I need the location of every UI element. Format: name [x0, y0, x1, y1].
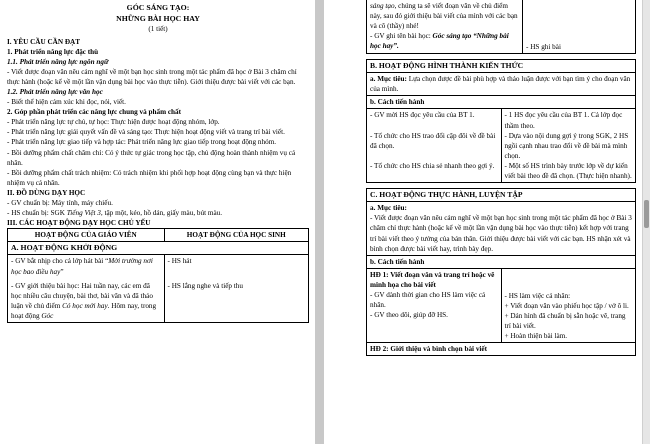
objective-line: - Biết thể hiện cảm xúc khi đọc, nói, viết.	[7, 98, 126, 107]
hs-prep-suffix: , tập một, kéo, hồ dán, giấy màu, bút màu.	[100, 209, 223, 218]
objective-line: 2. Góp phần phát triển các năng lực chung và phẩm chất	[7, 108, 182, 117]
section-c-heading: C. HOẠT ĐỘNG THỰC HÀNH, LUYỆN TẬP	[367, 189, 636, 202]
hs-note: - HS ghi bài	[526, 43, 561, 51]
gv2-text: - GV giới thiệu bài học: Hai tuần nay, các em đã học nhiều câu chuyện, bài thơ, bài văn và đã thảo luận về chủ điểm	[11, 281, 153, 310]
lesson-title-line1: GÓC SÁNG TẠO:	[126, 3, 190, 12]
objective-c	[367, 202, 636, 255]
student-b-cell	[501, 109, 636, 183]
procedure-c-heading: b. Cách tiến hành	[367, 255, 636, 268]
intro-cell	[367, 0, 523, 54]
vertical-scrollbar[interactable]	[642, 0, 650, 444]
objective-line: I. YÊU CẦU CẦN ĐẠT	[7, 37, 81, 46]
gv-b-step-2: - Tổ chức cho HS trao đổi cặp đôi về đề bài đã chọn.	[370, 131, 496, 150]
student-activity-cell	[164, 255, 308, 323]
objective-line: - Bồi dưỡng phẩm chất chăm chỉ: Có ý thức tự giác trong học tập, chủ động hoàn thành nhiệm vụ cá nhân.	[7, 148, 296, 167]
procedure-b-heading: b. Cách tiến hành	[367, 96, 636, 109]
gv-title-prefix: - GV ghi tên bài học:	[370, 32, 433, 41]
objective-line: - Phát triển năng lực giải quyết vấn đề và sáng tạo: Thực hiện hoạt động viết và trang trí bài viết.	[7, 128, 285, 137]
gv1-song: Mời trường nơi học bao điều hay	[11, 257, 153, 276]
gv1-suffix: ”	[60, 267, 64, 276]
objective-c-label: a. Mục tiêu:	[370, 204, 407, 213]
hs2-text: - HS lắng nghe và tiếp thu	[167, 281, 243, 290]
objective-b	[367, 73, 636, 96]
document-page-left	[0, 0, 315, 444]
hs-c-step-4: + Hoàn thiện bài làm.	[504, 332, 568, 341]
document-page-right	[324, 0, 642, 444]
activities-table-right-top	[366, 0, 636, 54]
gv-b-step-3: - Tổ chức cho HS chia sẻ nhanh theo gợi ý.	[370, 161, 495, 170]
gv2-corner: Góc	[41, 311, 54, 320]
objective-line: - Phát triển năng lực giao tiếp và hợp tác: Phát triển năng lực giao tiếp trong hoạt động nhóm.	[7, 138, 277, 147]
activities-table-left	[7, 228, 309, 323]
objective-line: II. ĐỒ DÙNG DẠY HỌC	[7, 188, 86, 197]
hd2-title: HĐ 2: Giới thiệu và bình chọn bài viết	[367, 343, 636, 356]
objective-c-text: - Viết được đoạn văn nêu cảm nghĩ về một bạn học sinh trong một tác phẩm đã học ở Bài 3 chăm chỉ thực hành (hoặc kể về một lần vận dụng bài học vào thực tiễn) kết hợp với trang trí bài viết theo ý tưởng của bản thân. Giới thiệu được bài viết với các bạn. HS nhận xét và bình chọn được bài viết hay, trình bày đẹp.	[370, 214, 632, 253]
column-header-student: HOẠT ĐỘNG CỦA HỌC SINH	[164, 229, 308, 242]
objective-b-label: a. Mục tiêu:	[370, 75, 407, 84]
gv-title-bold: Góc sáng tạo “Những bài học hay”.	[370, 32, 509, 51]
scrollbar-thumb[interactable]	[644, 200, 649, 228]
intro-rest: , chúng ta sẽ viết đoạn văn về chủ điểm này, sau đó giới thiệu bài viết của mình với các bạn và cô (thầy) nhé!	[370, 2, 518, 31]
hs-c-step-3: + Dán hình đã chuẩn bị sẵn hoặc vẽ, trang trí bài viết.	[504, 311, 626, 331]
hs-prep-text: - HS chuẩn bị: SGK	[7, 209, 67, 218]
hs-b-step-1: - 1 HS đọc yêu cầu của BT 1. Cả lớp đọc thầm theo.	[504, 111, 623, 130]
objective-line: - GV chuẩn bị: Máy tính, máy chiếu.	[7, 199, 113, 207]
teacher-c-cell	[367, 268, 502, 342]
hs-preparation	[7, 208, 309, 218]
objectives-block	[7, 37, 309, 209]
gv-b-step-1: - GV mời HS đọc yêu cầu của BT 1.	[370, 111, 475, 120]
gv-title-line	[370, 31, 519, 51]
section-c-table	[366, 188, 636, 356]
gv-c-step-1: - GV dành thời gian cho HS làm việc cá nhân.	[370, 290, 486, 310]
hs-prep-book: Tiếng Việt 3	[66, 209, 101, 218]
objective-line: 1.1. Phát triển năng lực ngôn ngữ	[7, 57, 109, 66]
hs-c-step-2: + Viết đoạn văn vào phiếu học tập / vở ô li.	[504, 301, 629, 310]
objective-line: - Phát triển năng lực tự chủ, tự học: Thực hiện được hoạt động nhóm, lớp.	[7, 118, 220, 127]
hs-b-step-3: - Một số HS trình bày trước lớp về dự kiến viết bài theo đề đã chọn. (Thực hiện nhanh).	[504, 161, 632, 181]
objective-line: 1.2. Phát triển năng lực văn học	[7, 87, 103, 96]
teacher-activity-cell	[8, 255, 165, 323]
student-c-cell	[501, 268, 636, 342]
objective-line: - Bồi dưỡng phẩm chất trách nhiệm: Có trách nhiệm khi phối hợp hoạt động cùng bạn và thực hiện nhiệm vụ cá nhân.	[7, 168, 292, 187]
lesson-duration: (1 tiết)	[148, 25, 168, 33]
teacher-b-cell	[367, 109, 502, 183]
hs-note-cell	[523, 0, 636, 54]
column-header-teacher: HOẠT ĐỘNG CỦA GIÁO VIÊN	[8, 229, 165, 242]
section-3-heading: III. CÁC HOẠT ĐỘNG DẠY HỌC CHỦ YẾU	[7, 219, 151, 228]
section-b-heading: B. HOẠT ĐỘNG HÌNH THÀNH KIẾN THỨC	[367, 60, 636, 73]
objective-b-text: Lựa chọn được đề bài phù hợp và thảo luận được với bạn tìm ý cho đoạn văn của mình.	[370, 75, 631, 94]
hs-b-step-2: - Dựa vào nội dung gợi ý trong SGK, 2 HS ngồi cạnh nhau trao đổi về đề bài mà mình chọn.	[504, 131, 629, 160]
section-b-table	[366, 59, 636, 183]
objective-line: 1. Phát triển năng lực đặc thù	[7, 47, 99, 56]
objective-line: - Viết được đoạn văn nêu cảm nghĩ về một bạn học sinh trong một tác phẩm đã học ở Bài 3 chăm chỉ thực hành (hoặc kể về một lần vận dụng bài học vào thực tiễn). Giới thiệu được bài viết với các bạn.	[7, 67, 297, 86]
lesson-title-line2: NHỮNG BÀI HỌC HAY	[116, 13, 200, 23]
section-a-heading: A. HOẠT ĐỘNG KHỞI ĐỘNG	[8, 242, 309, 255]
gv2-topic: Có học mới hay	[62, 301, 108, 310]
gv1-text: - GV bắt nhịp cho cả lớp hát bài “	[11, 257, 109, 266]
hd1-title: HĐ 1: Viết đoạn văn và trang trí hoặc vẽ minh họa cho bài viết	[370, 270, 495, 289]
gv2-suffix: . Hôm nay, trong hoạt động	[11, 301, 157, 320]
gv-c-step-2: - GV theo dõi, giúp đỡ HS.	[370, 311, 448, 320]
hs1-text: - HS hát	[167, 257, 192, 266]
hs-c-step-1: - HS làm việc cá nhân:	[504, 291, 571, 300]
intro-italic: sáng tạo	[370, 2, 395, 10]
